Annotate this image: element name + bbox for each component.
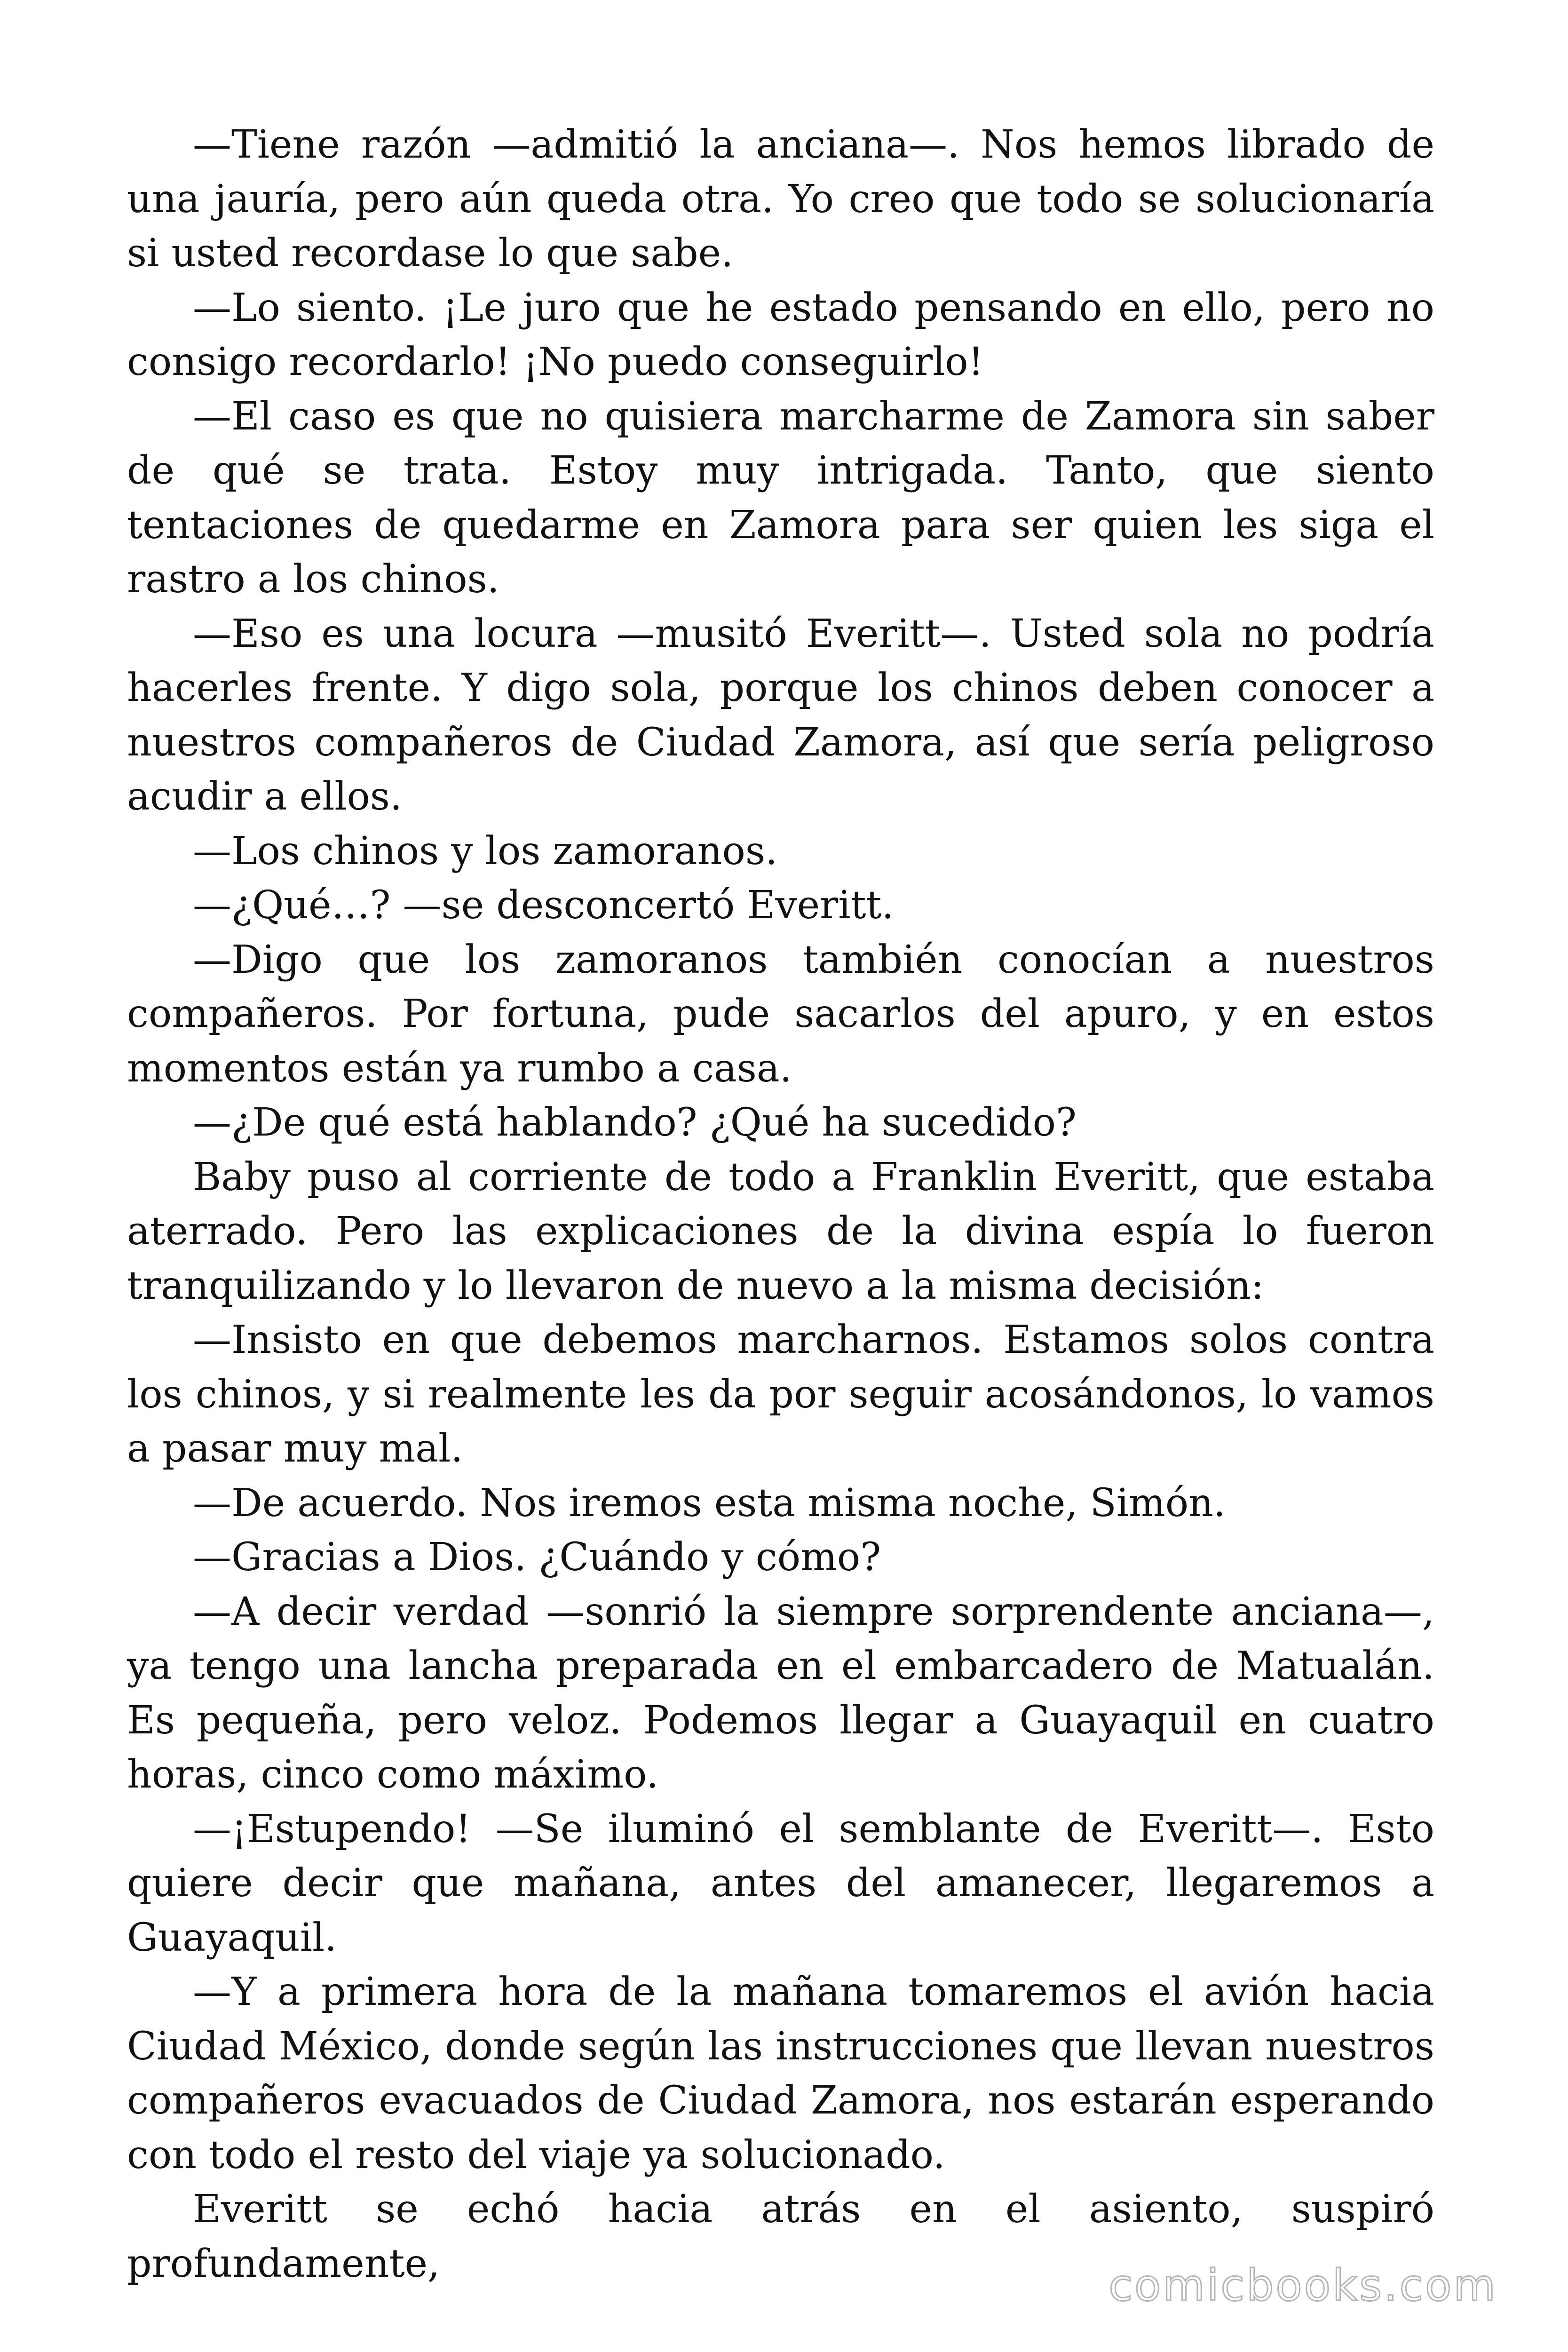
paragraph: —De acuerdo. Nos iremos esta misma noche, Simón. — [193, 1480, 1226, 1526]
paragraph: —Digo que los zamoranos también conocían a nuestros compañeros. Por fortuna, pude sacarlos del apuro, y en estos momentos están ya rumbo a casa. — [127, 937, 1434, 1091]
paragraph: —¡Estupendo! —Se iluminó el semblante de Everitt—. Esto quiere decir que mañana, antes del amanecer, llegaremos a Guayaquil. — [127, 1806, 1434, 1960]
paragraph: —Y a primera hora de la mañana tomaremos el avión hacia Ciudad México, donde según las instrucciones que llevan nuestros compañeros evacuados de Ciudad Zamora, nos estarán esperando con todo el resto del viaje ya solucionado. — [127, 1970, 1434, 2177]
page-text — [127, 118, 1434, 2291]
paragraph: Baby puso al corriente de todo a Franklin Everitt, que estaba aterrado. Pero las explicaciones de la divina espía lo fueron tranquilizando y lo llevaron de nuevo a la misma decisión: — [127, 1154, 1434, 1308]
paragraph: —Los chinos y los zamoranos. — [193, 828, 778, 874]
paragraph: —A decir verdad —sonrió la siempre sorprendente anciana—, ya tengo una lancha preparada en el embarcadero de Matualán. Es pequeña, pero veloz. Podemos llegar a Guayaquil en cuatro horas, cinco como máximo. — [127, 1589, 1434, 1797]
watermark: comicbooks.com — [1109, 2260, 1497, 2311]
paragraph: —Lo siento. ¡Le juro que he estado pensando en ello, pero no consigo recordarlo! ¡No puedo conseguirlo! — [127, 285, 1434, 384]
paragraph: Everitt se echó hacia atrás en el asiento, suspiró profundamente, — [127, 2187, 1434, 2286]
paragraph: —Gracias a Dios. ¿Cuándo y cómo? — [193, 1535, 881, 1580]
paragraph: —Eso es una locura —musitó Everitt—. Usted sola no podría hacerles frente. Y digo sola, porque los chinos deben conocer a nuestros compañeros de Ciudad Zamora, así que sería peligroso acudir a ellos. — [127, 611, 1434, 819]
paragraph: —Tiene razón —admitió la anciana—. Nos hemos librado de una jauría, pero aún queda otra. Yo creo que todo se solucionaría si usted recordase lo que sabe. — [127, 122, 1434, 276]
paragraph: —¿De qué está hablando? ¿Qué ha sucedido? — [193, 1100, 1077, 1145]
paragraph: —¿Qué…? —se desconcertó Everitt. — [193, 883, 894, 928]
paragraph: —Insisto en que debemos marcharnos. Estamos solos contra los chinos, y si realmente les da por seguir acosándonos, lo vamos a pasar muy mal. — [127, 1318, 1434, 1471]
paragraph: —El caso es que no quisiera marcharme de Zamora sin saber de qué se trata. Estoy muy intrigada. Tanto, que siento tentaciones de quedarme en Zamora para ser quien les siga el rastro a los chinos. — [127, 394, 1434, 602]
